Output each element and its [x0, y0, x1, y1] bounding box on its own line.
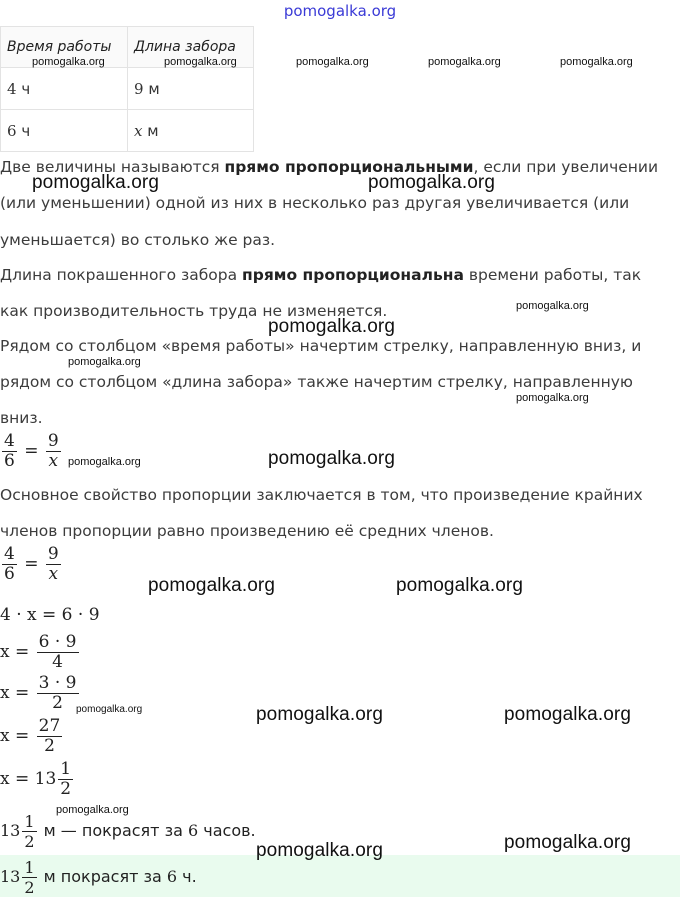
watermark: pomogalka.org — [428, 56, 501, 68]
watermark: pomogalka.org — [56, 804, 129, 816]
step-cross-multiply: 4 · x = 6 · 9 — [0, 605, 100, 625]
watermark: pomogalka.org — [148, 575, 275, 596]
watermark: pomogalka.org — [164, 56, 237, 68]
watermark: pomogalka.org — [268, 448, 395, 469]
definition-line-1: Две величины называются прямо пропорциональными, если при увеличении — [0, 158, 659, 176]
explanation-line-1: Длина покрашенного забора прямо пропорциональна времени работы, так — [0, 266, 642, 284]
cell-length-1: 9 м — [128, 68, 254, 110]
result-line: 13 $\frac{1}{2}$ м — покрасят за 6 часов. — [0, 812, 256, 851]
watermark: pomogalka.org — [68, 356, 141, 368]
proportion-1: $\frac{4}{6}$ = $\frac{9}{x}$ — [4, 431, 59, 471]
explanation-line-2: как производительность труда не изменяется. — [0, 302, 388, 320]
watermark: pomogalka.org — [256, 840, 383, 861]
step-x-2: x = $\frac{3 \cdot 9}{2}$ — [0, 673, 77, 713]
watermark: pomogalka.org — [504, 832, 631, 853]
step-x-4: x = 13 $\frac{1}{2}$ — [0, 759, 72, 799]
watermark: pomogalka.org — [296, 56, 369, 68]
definition-line-3: уменьшается) во столько же раз. — [0, 231, 276, 249]
cell-time-1: 4 ч — [1, 68, 128, 110]
cell-time-2: 6 ч — [1, 110, 128, 152]
watermark: pomogalka.org — [396, 575, 523, 596]
watermark: pomogalka.org — [516, 392, 589, 404]
definition-line-2: (или уменьшении) одной из них в несколько раз другая увеличивается (или — [0, 194, 630, 212]
watermark: pomogalka.org — [32, 172, 159, 193]
watermark-top: pomogalka.org — [283, 2, 397, 20]
watermark: pomogalka.org — [256, 704, 383, 725]
step-x-1: x = $\frac{6 \cdot 9}{4}$ — [0, 632, 77, 672]
watermark: pomogalka.org — [368, 172, 495, 193]
proportion-2: $\frac{4}{6}$ = $\frac{9}{x}$ — [4, 544, 59, 584]
watermark: pomogalka.org — [32, 56, 105, 68]
table-row — [1, 110, 254, 152]
arrows-line-2: рядом со столбцом «длина забора» также начертим стрелку, направленную — [0, 373, 633, 391]
watermark: pomogalka.org — [76, 704, 143, 715]
step-x-3: x = $\frac{27}{2}$ — [0, 716, 61, 756]
arrows-line-3: вниз. — [0, 409, 43, 427]
answer-line: 13 $\frac{1}{2}$ м покрасят за 6 ч. — [0, 858, 197, 897]
watermark: pomogalka.org — [68, 456, 141, 468]
header-fence-length: Длина забора — [128, 27, 254, 68]
watermark: pomogalka.org — [504, 704, 631, 725]
watermark: pomogalka.org — [560, 56, 633, 68]
property-line-2: членов пропорции равно произведению её средних членов. — [0, 522, 494, 540]
cell-length-2: x м — [128, 110, 254, 152]
property-line-1: Основное свойство пропорции заключается в том, что произведение крайних — [0, 486, 643, 504]
watermark: pomogalka.org — [268, 316, 395, 337]
header-work-time: Время работы — [1, 27, 128, 68]
table-row — [1, 68, 254, 110]
data-table — [0, 26, 254, 152]
arrows-line-1: Рядом со столбцом «время работы» начертим стрелку, направленную вниз, и — [0, 337, 642, 355]
watermark: pomogalka.org — [516, 300, 589, 312]
